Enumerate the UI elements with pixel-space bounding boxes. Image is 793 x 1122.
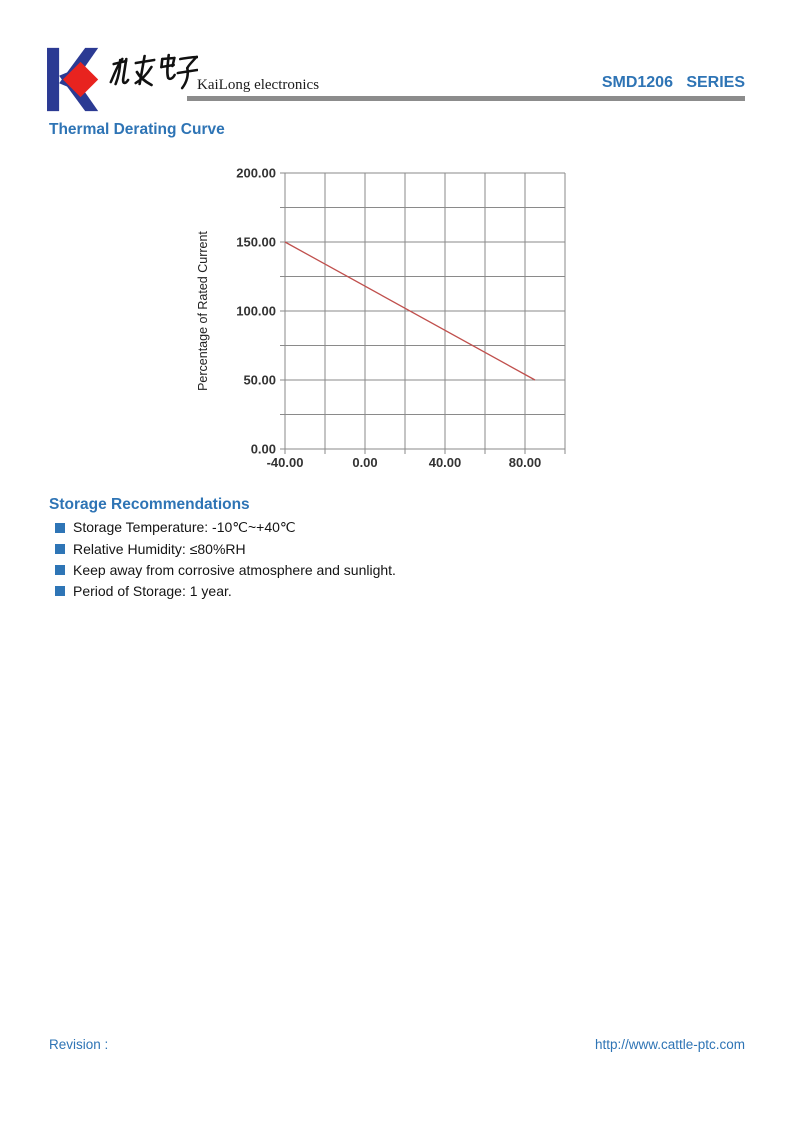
y-tick-label: 50.00: [243, 372, 276, 388]
bullet-square-icon: [55, 586, 65, 596]
latin-logotype: KaiLong electronics: [197, 77, 320, 93]
series-label: SMD1206 SERIES: [601, 74, 745, 91]
bullet-square-icon: [55, 523, 65, 533]
kailong-logo-icon: [45, 46, 103, 113]
footer-url-link[interactable]: http://www.cattle-ptc.com: [594, 1037, 745, 1052]
corrosive-warning-text: Keep away from corrosive atmosphere and sunlight.: [73, 561, 396, 578]
x-tick-label: -40.00: [266, 455, 304, 470]
y-tick-label: 150.00: [236, 234, 276, 250]
x-tick-label: 40.00: [428, 455, 462, 470]
x-tick-label: 0.00: [352, 455, 378, 470]
x-tick-label: 80.00: [508, 455, 542, 470]
header-divider: [187, 96, 745, 101]
chinese-logotype: [106, 52, 198, 96]
storage-section-title: Storage Recommendations: [49, 496, 250, 513]
revision-label: Revision :: [49, 1037, 109, 1052]
y-tick-label: 0.00: [250, 441, 276, 457]
list-item: [49, 559, 569, 580]
thermal-section-title: Thermal Derating Curve: [49, 121, 225, 138]
thermal-derating-chart-svg: [185, 150, 595, 482]
list-item: [49, 517, 569, 538]
thermal-derating-chart: [185, 150, 595, 482]
list-item: [49, 538, 569, 559]
bullet-square-icon: [55, 544, 65, 554]
bullet-square-icon: [55, 565, 65, 575]
list-item: [49, 580, 569, 601]
storage-list: [49, 517, 569, 601]
chart-y-axis-title: Percentage of Rated Current: [196, 231, 210, 391]
y-tick-label: 200.00: [236, 165, 276, 181]
storage-period-text: Period of Storage: 1 year.: [73, 582, 232, 599]
storage-temperature-text: Storage Temperature: -10℃~+40℃: [73, 519, 296, 535]
relative-humidity-text: Relative Humidity: ≤80%RH: [73, 540, 246, 557]
y-tick-label: 100.00: [236, 303, 276, 319]
